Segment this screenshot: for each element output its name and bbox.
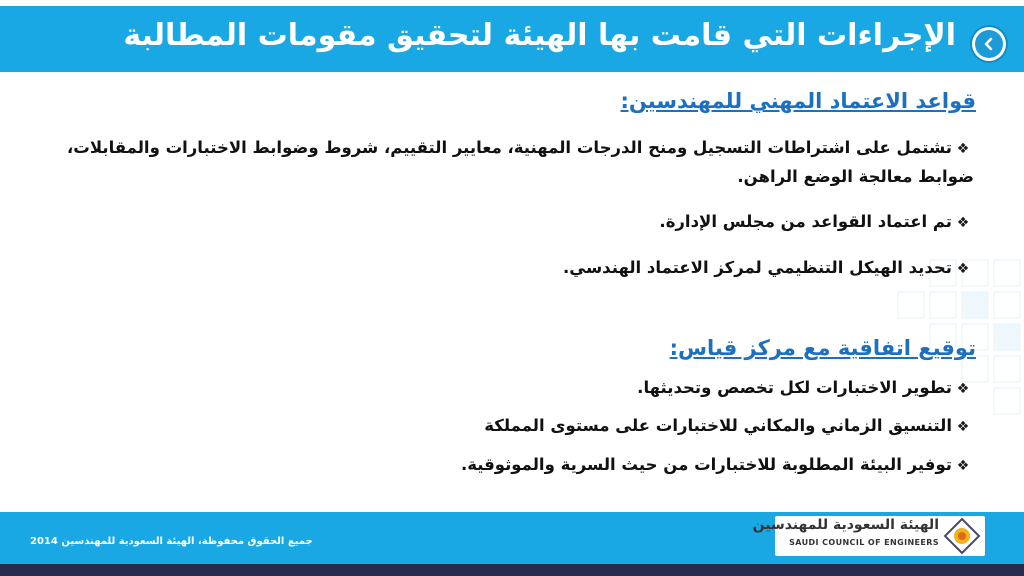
list-item	[461, 451, 974, 480]
slide-content	[0, 72, 1024, 512]
footer-strip	[0, 564, 1024, 576]
list-item	[484, 412, 974, 441]
slide-title: الإجراءات التي قامت بها الهيئة لتحقيق مقومات المطالبة	[123, 18, 956, 53]
logo-emblem-icon	[943, 517, 981, 555]
diamond-bullet-icon: ❖	[956, 419, 970, 435]
section-heading-qiyas: توقيع اتفاقية مع مركز قياس:	[669, 336, 976, 360]
title-bar	[0, 6, 1024, 72]
back-button[interactable]	[972, 27, 1006, 61]
diamond-bullet-icon: ❖	[956, 261, 970, 277]
copyright-text: جميع الحقوق محفوظة، الهيئة السعودية للمهندسين	[61, 536, 313, 547]
list-item	[659, 208, 974, 237]
diamond-bullet-icon: ❖	[956, 141, 970, 157]
list-item	[637, 374, 974, 403]
list-item-text: تم اعتماد القواعد من مجلس الإدارة.	[659, 212, 952, 231]
diamond-bullet-icon: ❖	[956, 215, 970, 231]
list-item-text: توفير البيئة المطلوبة للاختبارات من حيث السرية والموثوقية.	[460, 455, 952, 474]
logo-english-text: SAUDI COUNCIL OF ENGINEERS	[789, 538, 939, 547]
chevron-left-icon	[975, 30, 1003, 58]
list-item-text: التنسيق الزماني والمكاني للاختبارات على مستوى المملكة	[484, 416, 952, 435]
list-item-text: تحديد الهيكل التنظيمي لمركز الاعتماد الهندسي.	[562, 258, 952, 277]
diamond-bullet-icon: ❖	[956, 458, 970, 474]
copyright-notice	[30, 536, 313, 547]
list-item	[24, 134, 974, 191]
logo-arabic-text: الهيئة السعودية للمهندسين	[752, 517, 939, 533]
list-item-text: تشتمل على اشتراطات التسجيل ومنح الدرجات المهنية، معايير التقييم، شروط وضوابط الاختبارات والمقابلات، ضوابط معالجة الوضع الراهن.	[67, 138, 974, 186]
logo	[752, 516, 985, 556]
diamond-bullet-icon: ❖	[956, 381, 970, 397]
list-item	[563, 254, 974, 283]
copyright-year: 2014	[30, 536, 58, 547]
list-item-text: تطوير الاختبارات لكل تخصص وتحديثها.	[637, 378, 952, 397]
section-heading-accreditation: قواعد الاعتماد المهني للمهندسين:	[620, 89, 976, 113]
